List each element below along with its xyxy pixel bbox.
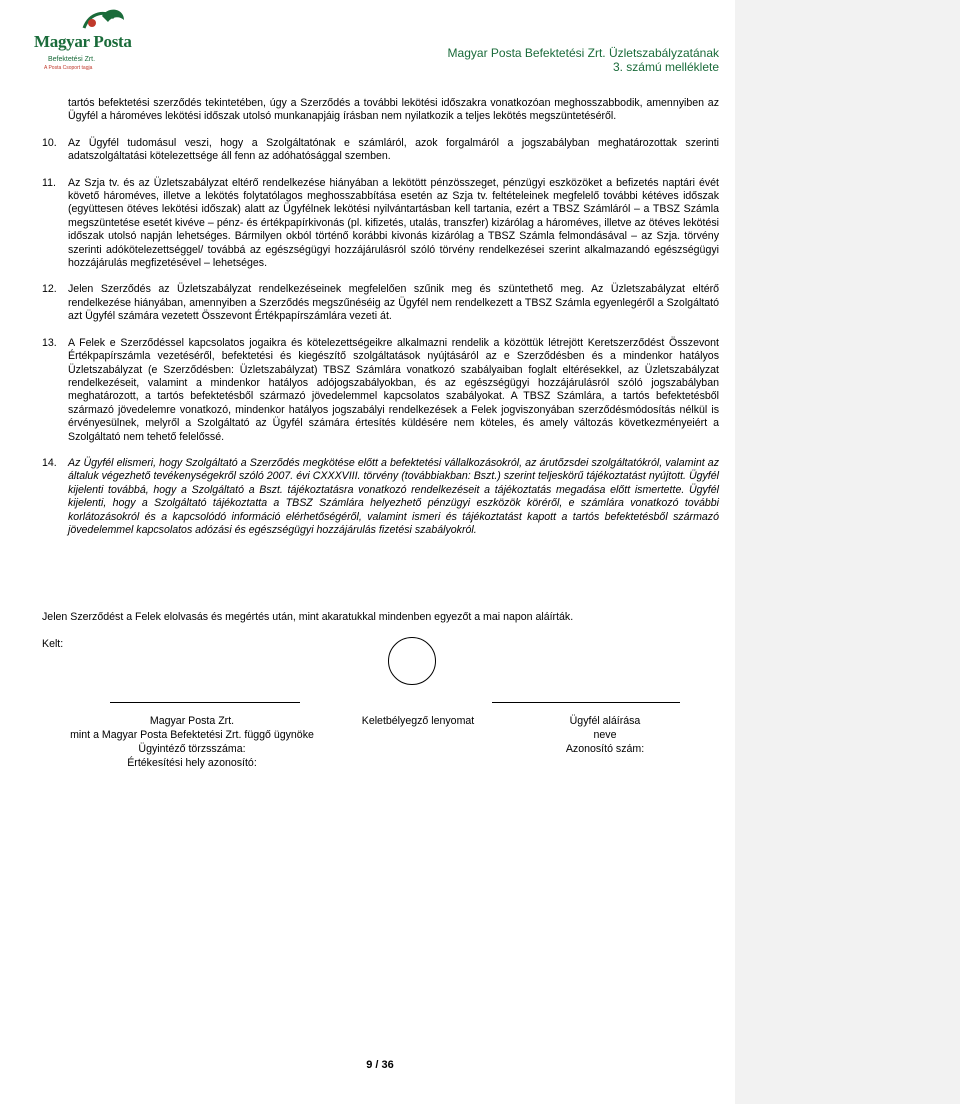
agent-company: Magyar Posta Zrt. — [149, 715, 235, 727]
clause-text: Az Ügyfél elismeri, hogy Szolgáltató a Szerződés megkötése előtt a befektetési vállalkozásokról, az árutőzsdei szolgáltatókról, valamint az általuk végezhető tevékenységekről szóló 2007. évi CXXXVIII. törvény (továbbiakban: Bszt.) szerint teljeskörű tájékoztatást nyújtott. Ügyfél kijelenti továbbá, hogy a Szolgáltató a Bszt. tájékoztatásra vonatkozó rendelkezéseit a tájékoztatás megadása előtt ismertette. Ügyfél kijelenti, hogy a Szolgáltató tájékoztatta a TBSZ Számlára helyezhető pénzügyi eszközök köréről, e számlára vonatkozó további korlátozásokról és a kapcsolódó információ elérhetőségéről, valamint ismeri és tájékoztatást kapott a tartós befektetésből származó jövedelemmel kapcsolatos adózási és egészségügyi hozzájárulás fizetési szabályokról. — [68, 456, 719, 536]
clause-number: 13. — [42, 336, 57, 349]
intro-paragraph: tartós befektetési szerződés tekintetében, úgy a Szerződés a további lekötési időszakra vonatkozóan meghosszabbodik, amennyiben az Ügyfél a hároméves lekötési időszak utolsó munkanapjáig írásban nem nyilatkozik a teljes lekötés megszüntetéséről. — [68, 97, 719, 123]
stamp-block — [343, 714, 493, 728]
document-header-title — [448, 46, 719, 74]
posthorn-icon — [80, 8, 130, 34]
header-title-line1: Magyar Posta Befektetési Zrt. Üzletszabályzatának — [447, 46, 719, 60]
clause-number: 12. — [42, 283, 57, 296]
magyar-posta-logo — [34, 8, 134, 78]
stamp-label: Keletbélyegző lenyomat — [361, 715, 475, 727]
clause-14 — [42, 456, 719, 537]
side-panel — [735, 0, 960, 1104]
agent-signature-block — [52, 714, 332, 770]
logo-subtitle: Befektetési Zrt. — [48, 56, 96, 63]
closing-statement: Jelen Szerződést a Felek elolvasás és megértés után, mint akaratukkal mindenben egyezőt a mai napon aláírták. — [42, 611, 574, 623]
clause-text: A Felek e Szerződéssel kapcsolatos jogaikra és kötelezettségeikre alkalmazni rendelik a közöttük létrejött Keretszerződést Összevont Értékpapírszámla vezetéséről, befektetési és kiegészítő szolgáltatások nyújtásáról az e Szerződésben és a mindenkor hatályos Üzletszabályzat (e Szerződésben: Üzletszabályzat) TBSZ Számlára vonatkozó szabályaiban foglalt eltérésekkel, az Üzletszabályzat rendelkezéseit, valamint a mindenkor hatályos adójogszabályokban, és az egészségügyi hozzájárulásról szóló jogszabályban meghatározott, a tartós befektetésből származó jövedelemmel kapcsolatos szabályokat. A TBSZ Számlára, a tartós befektetésből származó jövedelemre vonatkozó, mindenkor hatályos jogszabályi rendelkezések a Felek jogviszonyában szerződésmódosítás nélkül is érvényesülnek, melyről a Szolgáltató az Ügyfél számára értesítés küldésére nem köteles, és amely változás következményeiért a Szolgáltató nem tehető felelőssé. — [68, 336, 719, 443]
clause-number: 11. — [42, 176, 56, 189]
client-signature-label: Ügyfél aláírása — [569, 715, 641, 727]
signature-line-client — [492, 702, 680, 703]
client-name-label: neve — [593, 729, 617, 741]
signature-line-agent — [110, 702, 300, 703]
date-place-label: Kelt: — [42, 638, 64, 650]
clause-text: Az Ügyfél tudomásul veszi, hogy a Szolgáltatónak e számláról, azok forgalmáról a jogszabályban meghatározottak szerinti adatszolgáltatási kötelezettsége áll fenn az adóhatósággal szemben. — [68, 136, 719, 163]
client-signature-block — [540, 714, 670, 756]
agent-role: mint a Magyar Posta Befektetési Zrt. függő ügynöke — [70, 729, 314, 741]
clause-10 — [42, 136, 719, 164]
document-body — [42, 97, 719, 537]
clause-12 — [42, 283, 719, 323]
logo-tagline: A Posta Csoport tagja — [44, 65, 93, 71]
clause-13 — [42, 336, 719, 444]
sales-point-label: Értékesítési hely azonosító: — [127, 757, 257, 769]
client-id-label: Azonosító szám: — [565, 743, 645, 755]
logo-name: Magyar Posta — [34, 32, 132, 51]
clause-text: Az Szja tv. és az Üzletszabályzat eltérő rendelkezése hiányában a lekötött pénzösszeget, pénzügyi eszközöket a befizetés naptári évét követő hároméves, illetve a lekötés folytatólagos meghosszabbítása esetén az Szja tv. feltételeinek megfelelő további kétéves időszak (együttesen ötéves lekötési időszak) alatt az Ügyfélnek lekötési nyilvántartásban kell tartania, ezért a TBSZ Számláról – a TBSZ Számla megszüntetése esetét kivéve – pénz- és értékpapírkivonás (pl. kifizetés, utalás, transzfer) kizárólag a hároméves, illetve az ötéves lekötési időszak utolsó napján lehetséges. Bármilyen okból történő korábbi kivonás kizárólag a TBSZ Számla felmondásával – az Szja. törvény szerinti adókötelezettséggel/ továbbá az egészségügyi hozzájárulásról szóló törvény rendelkezései szerint alkalmazandó egészségügyi hozzájárulás megfizetésével – lehetséges. — [68, 176, 719, 270]
clause-number: 14. — [42, 456, 57, 469]
agent-id-label: Ügyintéző törzsszáma: — [138, 743, 246, 755]
clause-text: Jelen Szerződés az Üzletszabályzat rendelkezéseinek megfelelően szűnik meg és szüntethető meg. Az Üzletszabályzat eltérő rendelkezése hiányában, amennyiben a Szerződés megszűnéséig az Ügyfél nem rendelkezett a TBSZ Számla egyenlegéről a Szolgáltató azt Ügyfél számára vezetett Összevont Értékpapírszámlára vezeti át. — [68, 283, 719, 323]
page-number: 9 / 36 — [366, 1059, 394, 1071]
postmark-stamp-placeholder — [388, 637, 436, 685]
header-title-line2: 3. számú melléklete — [612, 60, 719, 74]
clause-11 — [42, 176, 719, 271]
clause-number: 10. — [42, 136, 57, 149]
